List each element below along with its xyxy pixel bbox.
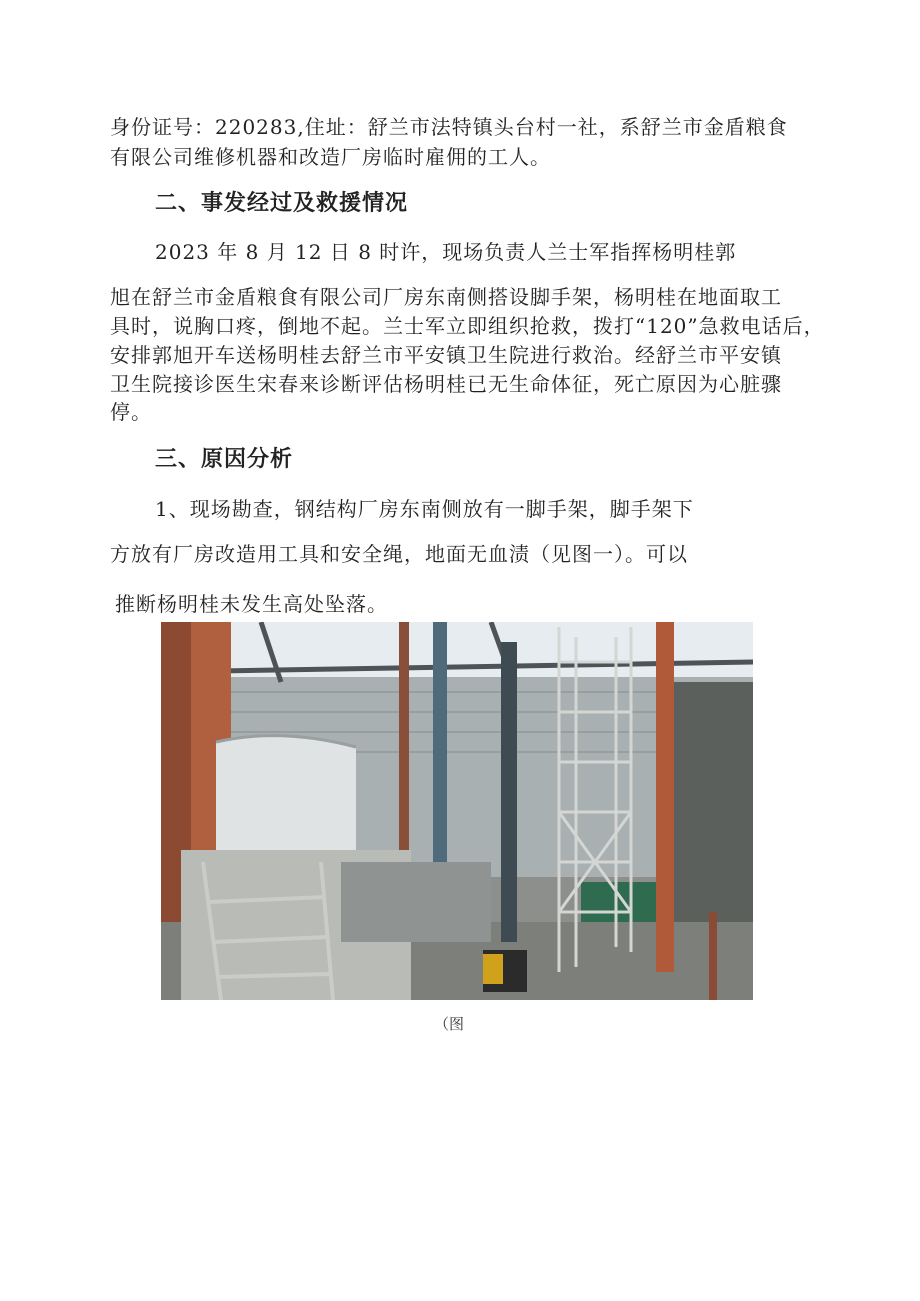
paragraph-line: 停。 (110, 400, 152, 424)
scaffold-scene-illustration (161, 622, 753, 1000)
paragraph-line: 1、现场勘查，钢结构厂房东南侧放有一脚手架，脚手架下 (155, 497, 694, 521)
section-heading: 二、事发经过及救援情况 (155, 191, 409, 216)
figure-caption: （图 (434, 1015, 465, 1033)
paragraph-line: 具时，说胸口疼，倒地不起。兰士军立即组织抢救，拨打“120”急救电话后， (110, 314, 825, 338)
site-photo (161, 622, 753, 1000)
paragraph-line: 安排郭旭开车送杨明桂去舒兰市平安镇卫生院进行救治。经舒兰市平安镇 (110, 343, 782, 367)
paragraph-line: 有限公司维修机器和改造厂房临时雇佣的工人。 (110, 145, 551, 169)
paragraph-line: 卫生院接诊医生宋春来诊断评估杨明桂已无生命体征，死亡原因为心脏骤 (110, 372, 782, 396)
paragraph-line: 推断杨明桂未发生高处坠落。 (115, 592, 388, 616)
paragraph-line: 方放有厂房改造用工具和安全绳，地面无血渍（见图一）。可以 (110, 542, 688, 566)
paragraph-line: 2023 年 8 月 12 日 8 时许，现场负责人兰士军指挥杨明桂郭 (155, 240, 737, 264)
section-heading: 三、原因分析 (155, 447, 294, 472)
paragraph-line: 旭在舒兰市金盾粮食有限公司厂房东南侧搭设脚手架，杨明桂在地面取工 (110, 285, 782, 309)
paragraph-line: 身份证号：220283,住址：舒兰市法特镇头台村一社，系舒兰市金盾粮食 (110, 115, 788, 139)
